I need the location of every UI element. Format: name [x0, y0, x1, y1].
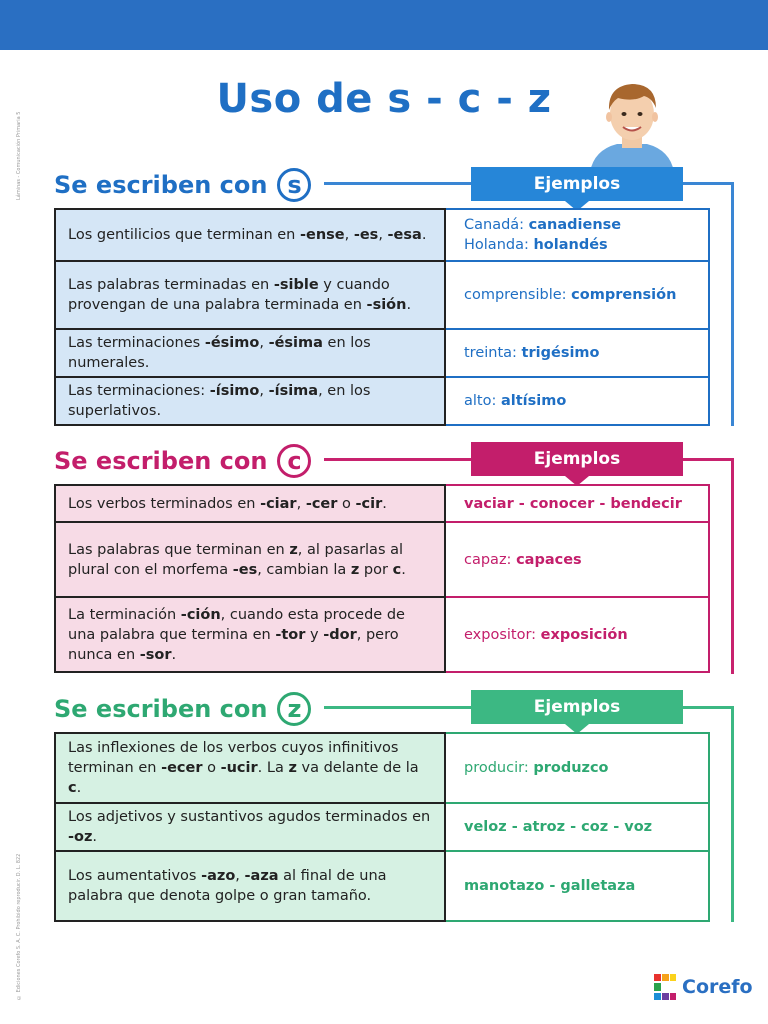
rule-text: c	[68, 780, 77, 796]
section-z-table	[54, 732, 710, 922]
section-c-heading	[54, 444, 311, 478]
table-row	[55, 803, 709, 851]
rule-text: -cir	[355, 495, 383, 512]
example-text: canadiense	[528, 217, 622, 233]
example-cell	[445, 851, 709, 921]
example-cell	[445, 597, 709, 672]
boy-illustration	[582, 72, 682, 172]
rule-text: ,	[259, 335, 269, 351]
corefo-logo-icon	[654, 974, 676, 1000]
rule-cell	[55, 485, 445, 522]
example-cell	[445, 329, 709, 377]
rule-text: .	[421, 227, 427, 243]
rule-text: ,	[378, 227, 388, 243]
rule-text: -aza	[244, 868, 279, 884]
top-banner	[0, 0, 768, 50]
rule-cell	[55, 851, 445, 921]
rule-text: o	[202, 760, 221, 776]
rule-text: Los adjetivos y sustantivos agudos terminados en	[68, 809, 431, 825]
table-row	[55, 851, 709, 921]
section-s-connector	[324, 182, 472, 185]
rule-text: Los aumentativos	[68, 868, 202, 884]
rule-text: ,	[296, 495, 306, 512]
example-text: expositor:	[464, 626, 541, 643]
section-s-connector-right	[682, 182, 734, 185]
letter-c-circle: c	[277, 444, 311, 478]
example-text: capaz:	[464, 551, 517, 568]
letter-z-circle: z	[277, 692, 311, 726]
rule-text: -es	[353, 227, 379, 243]
example-text: comprensión	[571, 287, 677, 303]
rule-text: z	[288, 760, 297, 776]
rule-text: ,	[235, 868, 245, 884]
rule-text: o	[337, 495, 356, 512]
rule-text: z	[289, 541, 298, 558]
side-credit-bottom: © Ediciones Corefo S. A. C. Prohibido reproducir. D. L. 822	[16, 853, 22, 1000]
rule-text: -ense	[299, 227, 345, 243]
section-z-side-line	[731, 706, 734, 922]
rule-cell	[55, 209, 445, 261]
page-title: Uso de s - c - z	[216, 76, 552, 122]
rule-cell	[55, 522, 445, 597]
rule-text: -sible	[273, 277, 319, 293]
rule-text: -ésima	[268, 335, 323, 351]
rule-text: por	[359, 561, 393, 578]
rule-text: ,	[344, 227, 354, 243]
rule-text: -tor	[275, 626, 306, 643]
example-text: producir:	[464, 760, 534, 776]
section-c-heading-text: Se escriben con	[54, 447, 268, 475]
letter-s-circle: s	[277, 168, 311, 202]
rule-text: ,	[259, 383, 269, 399]
example-text: manotazo - galletaza	[464, 878, 636, 894]
rule-text: La terminación	[68, 606, 181, 623]
section-z-heading	[54, 692, 311, 726]
rule-text: -ísima	[268, 383, 319, 399]
rule-text: Las palabras que terminan en	[68, 541, 290, 558]
section-c-connector-right	[682, 458, 734, 461]
rule-text: , en los superlativos.	[68, 383, 371, 419]
table-row	[55, 261, 709, 329]
section-s-side-line	[731, 182, 734, 426]
example-text: treinta:	[464, 345, 522, 361]
example-text: Holanda:	[464, 237, 534, 253]
section-z-heading-text: Se escriben con	[54, 695, 268, 723]
example-cell	[445, 733, 709, 803]
rule-text: Las inflexiones de los verbos cuyos infinitivos terminan en	[68, 740, 399, 776]
rule-text: Las palabras terminadas en	[68, 277, 274, 293]
rule-cell	[55, 377, 445, 425]
rule-text: , pero nunca en	[68, 626, 399, 663]
rule-text: -azo	[201, 868, 236, 884]
section-c-examples-label: Ejemplos	[471, 442, 683, 476]
section-z-examples-label: Ejemplos	[471, 690, 683, 724]
table-row	[55, 377, 709, 425]
table-row	[55, 329, 709, 377]
rule-text: , cambian la	[257, 561, 351, 578]
rule-text: c	[392, 561, 402, 578]
example-text: exposición	[540, 626, 628, 643]
rule-text: -cer	[305, 495, 338, 512]
example-text: capaces	[516, 551, 582, 568]
rule-text: va delante de la	[296, 760, 419, 776]
rule-text: -ecer	[161, 760, 203, 776]
example-cell	[445, 261, 709, 329]
corefo-logo	[654, 974, 753, 1000]
section-z-connector-right	[682, 706, 734, 709]
corefo-logo-text: Corefo	[682, 976, 753, 998]
rule-cell	[55, 803, 445, 851]
rule-cell	[55, 329, 445, 377]
example-text: trigésimo	[521, 345, 600, 361]
section-z-connector	[324, 706, 472, 709]
example-text: altísimo	[500, 393, 567, 409]
example-cell	[445, 803, 709, 851]
rule-text: .	[171, 646, 177, 663]
rule-text: y	[305, 626, 324, 643]
rule-text: -ísimo	[209, 383, 260, 399]
rule-text: -dor	[323, 626, 357, 643]
rule-cell	[55, 261, 445, 329]
rule-text: -oz	[68, 829, 93, 845]
rule-text: Los gentilicios que terminan en	[68, 227, 300, 243]
table-row	[55, 209, 709, 261]
section-s-heading	[54, 168, 311, 202]
example-text: veloz - atroz - coz - voz	[464, 819, 653, 835]
example-text: vaciar - conocer - bendecir	[464, 495, 682, 512]
rule-text: .	[401, 561, 406, 578]
section-s-examples-label: Ejemplos	[471, 167, 683, 201]
table-row	[55, 597, 709, 672]
section-c-side-line	[731, 458, 734, 674]
rule-text: -sión	[366, 297, 407, 313]
rule-text: z	[350, 561, 360, 578]
rule-text: al final de una palabra que denota golpe o gran tamaño.	[68, 868, 387, 904]
example-cell	[445, 522, 709, 597]
rule-text: -ciar	[260, 495, 297, 512]
rule-text: , al pasarlas al plural con el morfema	[68, 541, 404, 578]
rule-text: -sor	[139, 646, 172, 663]
rule-cell	[55, 597, 445, 672]
table-row	[55, 733, 709, 803]
example-text: Canadá:	[464, 217, 529, 233]
rule-text: .	[382, 495, 387, 512]
rule-text: Los verbos terminados en	[68, 495, 261, 512]
rule-text: .	[92, 829, 98, 845]
rule-text: -esa	[387, 227, 422, 243]
example-cell	[445, 209, 709, 261]
section-c-connector	[324, 458, 472, 461]
example-text: holandés	[533, 237, 608, 253]
rule-text: .	[76, 780, 82, 796]
example-text: alto:	[464, 393, 501, 409]
rule-text: , cuando esta procede de una palabra que termina en	[68, 606, 405, 643]
rule-text: y cuando provengan de una palabra terminada en	[68, 277, 390, 313]
table-row	[55, 485, 709, 522]
example-cell	[445, 377, 709, 425]
example-text: produzco	[533, 760, 609, 776]
rule-text: -ucir	[220, 760, 258, 776]
example-text: comprensible:	[464, 287, 572, 303]
section-s-table	[54, 208, 710, 426]
table-row	[55, 522, 709, 597]
rule-text: en los numerales.	[68, 335, 371, 371]
rule-text: -ésimo	[204, 335, 260, 351]
rule-text: -es	[232, 561, 258, 578]
rule-text: Las terminaciones	[68, 335, 205, 351]
rule-text: .	[406, 297, 412, 313]
rule-text: -ción	[180, 606, 221, 623]
rule-text: Las terminaciones:	[68, 383, 210, 399]
section-c-table	[54, 484, 710, 673]
example-cell	[445, 485, 709, 522]
side-credit-top: Láminas - Comunicación Primaria 5	[16, 111, 22, 200]
rule-text: . La	[257, 760, 289, 776]
section-s-heading-text: Se escriben con	[54, 171, 268, 199]
rule-cell	[55, 733, 445, 803]
